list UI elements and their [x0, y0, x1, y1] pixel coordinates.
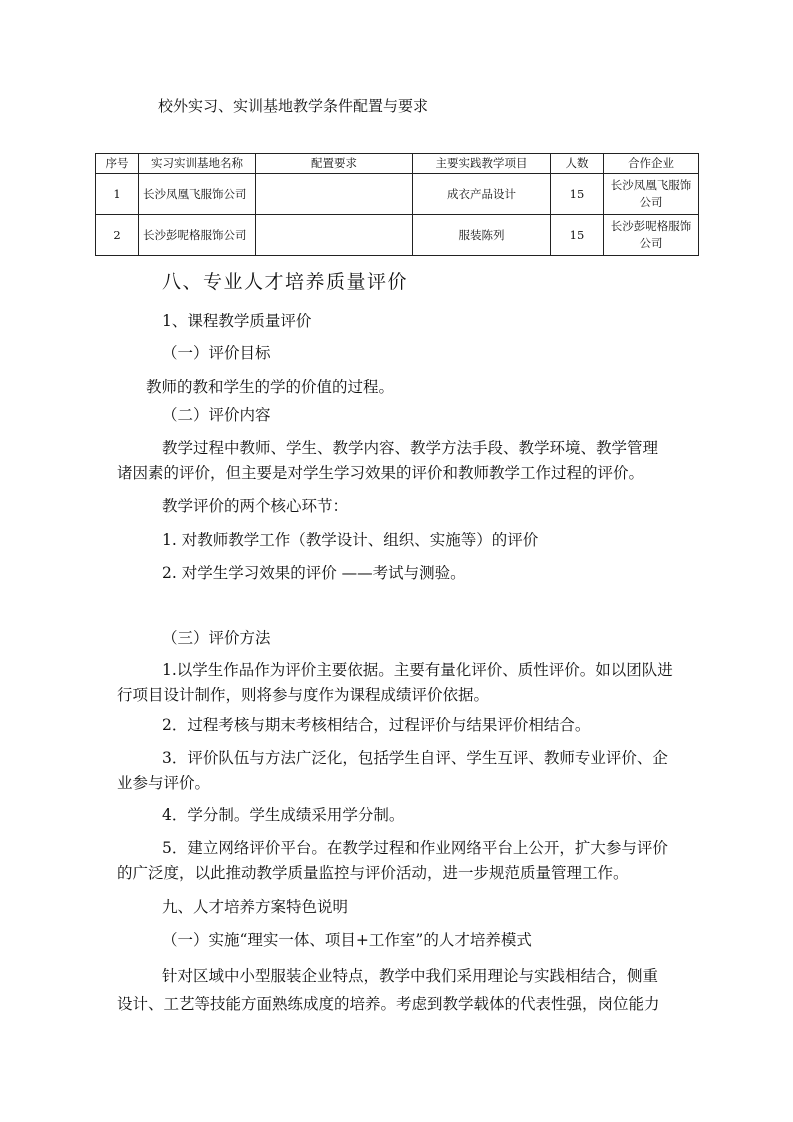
paragraph-eval-content-line-2: 诸因素的评价，但主要是对学生学习效果的评价和教师教学工作过程的评价。 [117, 464, 645, 482]
cell-project: 服装陈列 [413, 215, 551, 256]
header-no: 序号 [96, 154, 139, 174]
paragraph-eval-content-line-1: 教学过程中教师、学生、教学内容、教学方法手段、教学环境、教学管理 [162, 439, 659, 457]
paragraph-core-links: 教学评价的两个核心环节： [162, 497, 349, 515]
cell-base-name: 长沙彭呢格服饰公司 [139, 215, 256, 256]
header-project: 主要实践教学项目 [413, 154, 551, 174]
cell-no: 1 [96, 174, 139, 215]
paragraph-model-line-1: 针对区域中小型服装企业特点，教学中我们采用理论与实践相结合，侧重 [162, 967, 659, 985]
subheading-training-model: （一）实施“理实一体、项目+工作室”的人才培养模式 [162, 931, 532, 949]
cell-company [604, 215, 699, 256]
subheading-eval-goal: （一）评价目标 [162, 344, 271, 362]
header-config: 配置要求 [256, 154, 413, 174]
cell-config [256, 174, 413, 215]
cell-project: 成衣产品设计 [413, 174, 551, 215]
method-5-line-2: 的广泛度，以此推动教学质量监控与评价活动，进一步规范质量管理工作。 [117, 864, 629, 882]
method-5-line-1: 5．建立网络评价平台。在教学过程和作业网络平台上公开，扩大参与评价 [162, 839, 668, 857]
paragraph-eval-goal: 教师的教和学生的学的价值的过程。 [146, 378, 395, 396]
subheading-eval-content: （二）评价内容 [162, 406, 271, 424]
company-line-2: 公司 [639, 195, 663, 209]
method-2: 2．过程考核与期末考核相结合，过程评价与结果评价相结合。 [162, 716, 591, 734]
company-line-1: 长沙彭呢格服饰 [610, 219, 692, 233]
header-base-name: 实习实训基地名称 [139, 154, 256, 174]
method-1-line-1: 1.以学生作品作为评价主要依据。主要有量化评价、质性评价。如以团队进 [162, 661, 673, 679]
heading-section-9: 九、人才培养方案特色说明 [162, 898, 349, 916]
method-1-line-2: 行项目设计制作，则将参与度作为课程成绩评价依据。 [117, 686, 490, 704]
table-row [96, 215, 699, 256]
method-3-line-2: 业参与评价。 [117, 774, 211, 792]
subheading-eval-method: （三）评价方法 [162, 629, 271, 647]
training-base-table [95, 153, 699, 256]
section-title: 校外实习、实训基地教学条件配置与要求 [158, 97, 429, 115]
cell-count: 15 [551, 215, 604, 256]
cell-config [256, 215, 413, 256]
cell-count: 15 [551, 174, 604, 215]
heading-section-8: 八、专业人才培养质量评价 [162, 271, 409, 293]
paragraph-model-line-2: 设计、工艺等技能方面熟练成度的培养。考虑到教学载体的代表性强，岗位能力 [117, 995, 660, 1013]
cell-company [604, 174, 699, 215]
subheading-course-quality: 1、课程教学质量评价 [162, 312, 312, 330]
company-line-1: 长沙凤凰飞服饰 [610, 178, 692, 192]
header-count: 人数 [551, 154, 604, 174]
cell-base-name: 长沙凤凰飞服饰公司 [139, 174, 256, 215]
method-4: 4．学分制。学生成绩采用学分制。 [162, 806, 405, 824]
company-line-2: 公司 [639, 236, 663, 250]
method-3-line-1: 3．评价队伍与方法广泛化，包括学生自评、学生互评、教师专业评价、企 [162, 749, 668, 767]
table-row [96, 174, 699, 215]
core-item-2: 2. 对学生学习效果的评价 ——考试与测验。 [162, 564, 466, 582]
cell-no: 2 [96, 215, 139, 256]
header-company: 合作企业 [604, 154, 699, 174]
table-header-row [96, 154, 699, 174]
core-item-1: 1. 对教师教学工作（教学设计、组织、实施等）的评价 [162, 531, 539, 549]
